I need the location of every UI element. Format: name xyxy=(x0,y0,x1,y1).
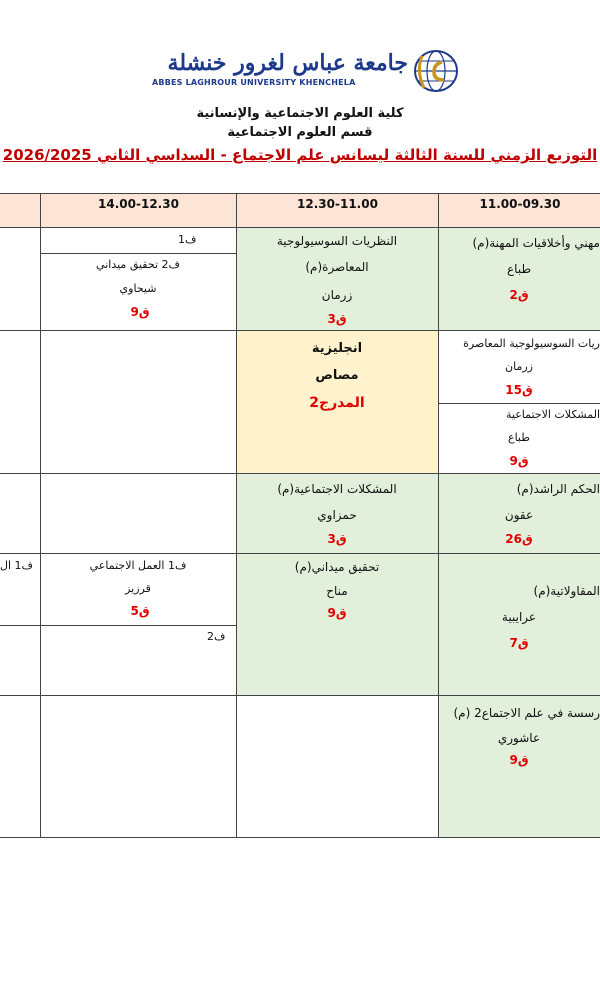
course-name: المشكلات الاجتماعية(م) xyxy=(277,482,397,496)
room-label: ق9 xyxy=(509,454,529,468)
column-header: 12.30-11.00 xyxy=(297,197,378,211)
room-label: المدرج2 xyxy=(309,395,365,411)
grid-line xyxy=(0,330,600,331)
teacher-name: عقون xyxy=(504,508,534,522)
grid-line xyxy=(40,253,236,254)
room-label: ق9 xyxy=(327,606,347,620)
teacher-name: طباع xyxy=(508,431,530,444)
room-label: ق3 xyxy=(327,532,347,546)
teacher-name: زرمان xyxy=(505,360,533,373)
room-label: ق3 xyxy=(327,312,347,326)
teacher-name: حمزاوي xyxy=(317,508,357,522)
course-name: ريات السوسيولوجية المعاصرة xyxy=(463,337,600,350)
teacher-name: زرمان xyxy=(321,288,353,302)
course-name: المقاولاتية(م) xyxy=(533,584,600,598)
teacher-name: عاشوري xyxy=(497,731,541,745)
group-label: ف1 xyxy=(178,233,197,246)
grid-line xyxy=(0,837,600,838)
room-label: ق9 xyxy=(509,753,529,767)
department-name: قسم العلوم الاجتماعية xyxy=(227,125,373,140)
schedule-title: التوزيع الزمني للسنة الثالثة ليسانس علم الاجتماع - السداسي الثاني 2026/2025 xyxy=(2,146,598,164)
course-name: المشكلات الاجتماعية xyxy=(505,408,600,421)
teacher-name: مناح xyxy=(326,584,348,598)
grid-line xyxy=(0,473,600,474)
course-name: رسسة في علم الاجتماع2 (م) xyxy=(453,706,600,720)
teacher-name: قرزيز xyxy=(125,582,151,595)
grid-line xyxy=(0,625,236,626)
column-header: 14.00-12.30 xyxy=(98,197,179,211)
course-name: ف2 تحقيق ميداني xyxy=(96,258,180,271)
course-name: مهني وأخلاقيات المهنة(م) xyxy=(472,236,600,250)
cell-bg-r4c2 xyxy=(236,553,438,695)
room-label: ق5 xyxy=(130,604,150,618)
cell-bg-r4c1 xyxy=(438,553,600,695)
room-label: ق7 xyxy=(509,636,529,650)
university-name-ar: جامعة عباس لغرور خنشلة xyxy=(167,50,408,76)
university-logo xyxy=(150,48,460,96)
teacher-name: طباع xyxy=(507,262,531,276)
course-name: انجليزية xyxy=(311,341,363,356)
grid-line xyxy=(0,553,600,554)
university-name-en: ABBES LAGHROUR UNIVERSITY KHENCHELA xyxy=(152,78,356,87)
faculty-name: كلية العلوم الاجتماعية والإنسانية xyxy=(196,106,404,121)
grid-line xyxy=(0,695,600,696)
course-name: المعاصرة(م) xyxy=(305,260,369,274)
teacher-name: شيحاوي xyxy=(119,282,157,295)
room-label: ق9 xyxy=(130,305,150,319)
room-label: ق2 xyxy=(509,288,529,302)
course-name: النظريات السوسيولوجية xyxy=(276,234,398,248)
column-header: 11.00-09.30 xyxy=(479,197,561,211)
course-name: ف1 العمل الاجتماعي xyxy=(89,559,187,572)
group-label: ف1 ال xyxy=(0,559,33,572)
room-label: ق15 xyxy=(505,383,533,397)
room-label: ق26 xyxy=(505,532,533,546)
course-name: تحقيق ميداني(م) xyxy=(294,560,380,574)
teacher-name: عرايبية xyxy=(501,610,537,624)
course-name: الحكم الراشد(م) xyxy=(516,482,600,496)
grid-line xyxy=(438,403,600,404)
grid-line xyxy=(0,193,600,194)
group-label: ف2 xyxy=(207,630,226,643)
teacher-name: مصاص xyxy=(315,368,359,383)
university-emblem-icon xyxy=(412,48,460,94)
